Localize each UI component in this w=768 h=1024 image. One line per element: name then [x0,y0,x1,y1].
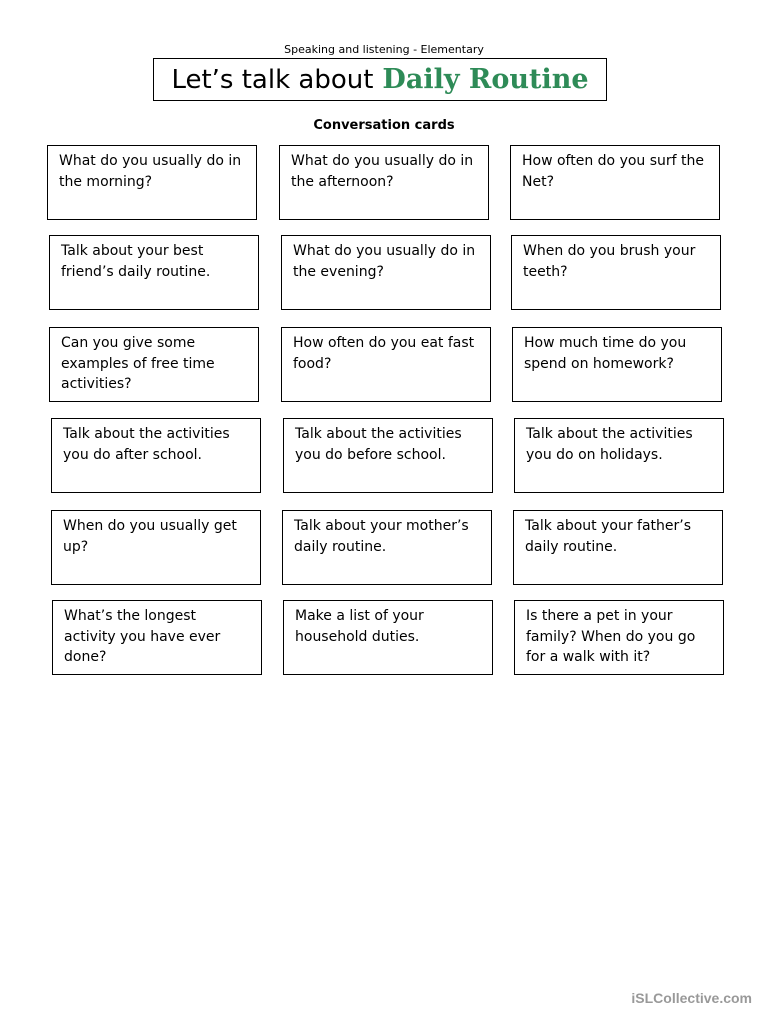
site-watermark: iSLCollective.com [631,990,752,1006]
conversation-card: How much time do you spend on homework? [512,327,722,402]
conversation-card: What’s the longest activity you have ever done? [52,600,262,675]
conversation-card: Talk about the activities you do after school. [51,418,261,493]
conversation-card: Make a list of your household duties. [283,600,493,675]
worksheet-subtitle: Speaking and listening - Elementary [284,43,484,56]
conversation-card: What do you usually do in the evening? [281,235,491,310]
conversation-card: When do you usually get up? [51,510,261,585]
section-heading: Conversation cards [313,118,455,133]
conversation-card: Talk about the activities you do before school. [283,418,493,493]
title-highlight: Daily Routine [382,64,589,95]
conversation-card: Can you give some examples of free time activities? [49,327,259,402]
conversation-card: How often do you surf the Net? [510,145,720,220]
conversation-card: What do you usually do in the afternoon? [279,145,489,220]
conversation-card: What do you usually do in the morning? [47,145,257,220]
conversation-card: Talk about your mother’s daily routine. [282,510,492,585]
conversation-card: How often do you eat fast food? [281,327,491,402]
conversation-card: Is there a pet in your family? When do you go for a walk with it? [514,600,724,675]
conversation-card: When do you brush your teeth? [511,235,721,310]
title-box [153,58,607,101]
conversation-card: Talk about the activities you do on holidays. [514,418,724,493]
conversation-card: Talk about your best friend’s daily routine. [49,235,259,310]
conversation-card: Talk about your father’s daily routine. [513,510,723,585]
title-prefix: Let’s talk about [171,64,374,95]
